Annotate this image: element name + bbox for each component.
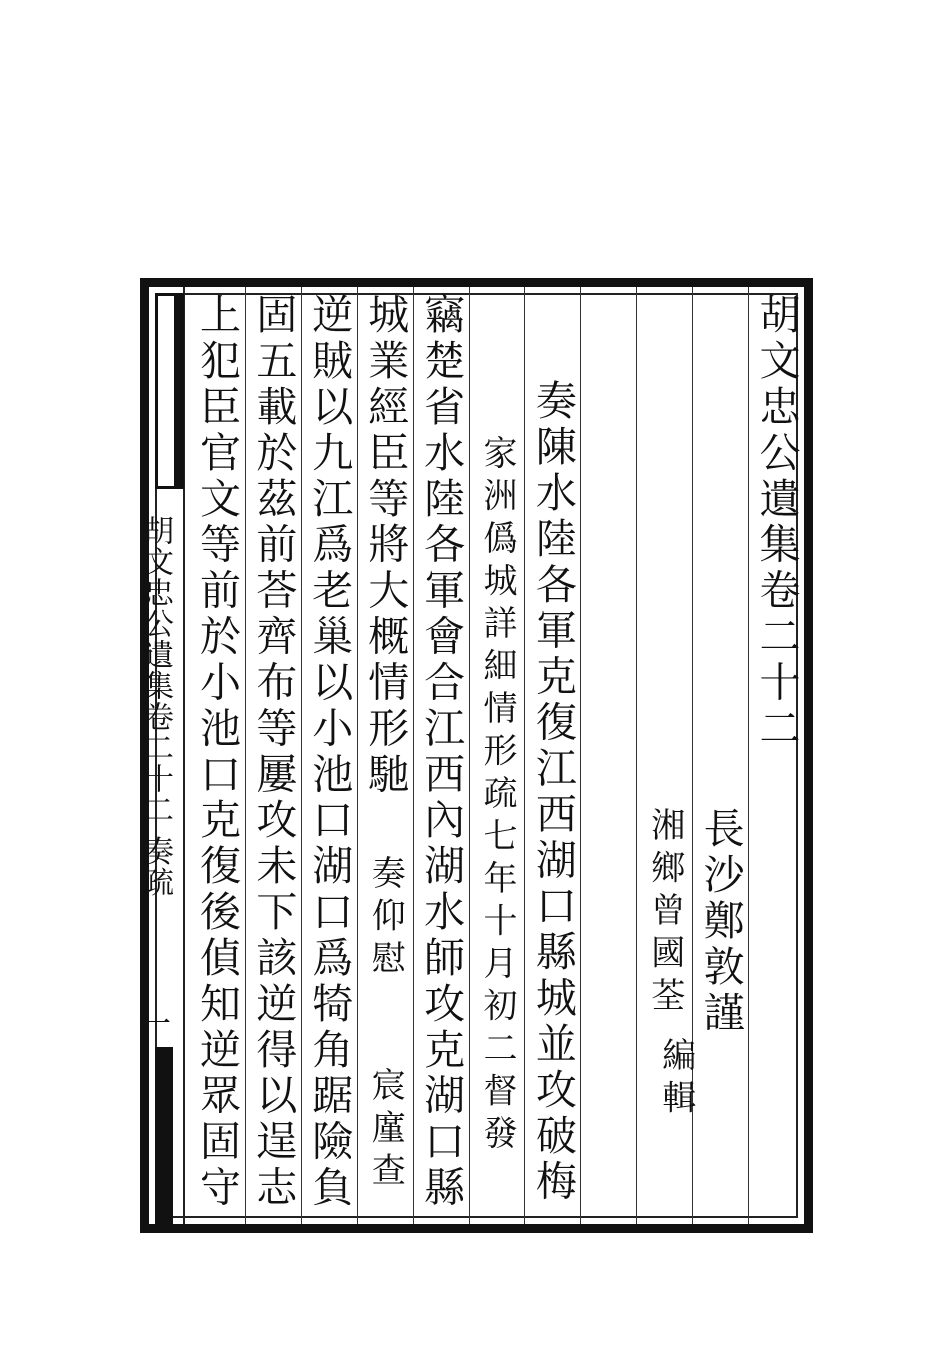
column-body-3: [301, 287, 357, 1224]
fishtail-mark-top: [155, 293, 184, 489]
body-line-3: 逆賊以九江爲老巢以小池口湖口爲犄角踞險負: [305, 293, 354, 1212]
center-fold: [138, 287, 185, 1224]
body-line-2: 城業經臣等將大概情形馳: [361, 293, 410, 799]
volume-title: 胡文忠公遺集卷二十二: [752, 293, 801, 753]
page-frame: [140, 278, 813, 1233]
body-line-1: 竊楚省水陸各軍會合江西內湖水師攻克湖口縣: [417, 293, 466, 1212]
column-body-5: [189, 287, 245, 1224]
editor-line-2: 湘鄉曾國荃: [644, 807, 685, 1020]
column-title: [748, 287, 804, 1224]
column-body-2: [357, 287, 413, 1224]
fold-page-number: 一: [141, 1007, 171, 1042]
column-editor-2: [636, 287, 696, 1224]
body-line-4: 固五載於茲前荅齊布等屢攻未下該逆得以逞志: [249, 293, 298, 1212]
editor-role: 編輯: [655, 1037, 696, 1122]
column-memorial-title-1: [524, 287, 580, 1224]
column-memorial-title-2: [469, 287, 525, 1224]
column-body-4: [245, 287, 301, 1224]
text-columns: [189, 287, 804, 1224]
fold-title: 胡文忠公遺集卷二十二 奏疏: [138, 515, 173, 898]
fishtail-mark-bottom: [155, 1047, 173, 1227]
body-line-2-tail: 奏仰慰: [365, 855, 406, 983]
editor-line-1: 長沙鄭敦謹: [696, 807, 745, 1037]
memorial-title-line-2: 家洲僞城詳細情形疏七年十月初二督發: [477, 435, 518, 1158]
column-body-1: [413, 287, 469, 1224]
memorial-title-line-1: 奏陳水陸各軍克復江西湖口縣城並攻破梅: [528, 379, 577, 1206]
body-line-2-tail2: 宸廑查: [365, 1067, 406, 1195]
body-line-5: 上犯臣官文等前於小池口克復後偵知逆眾固守: [192, 293, 241, 1212]
column-blank: [580, 287, 636, 1224]
